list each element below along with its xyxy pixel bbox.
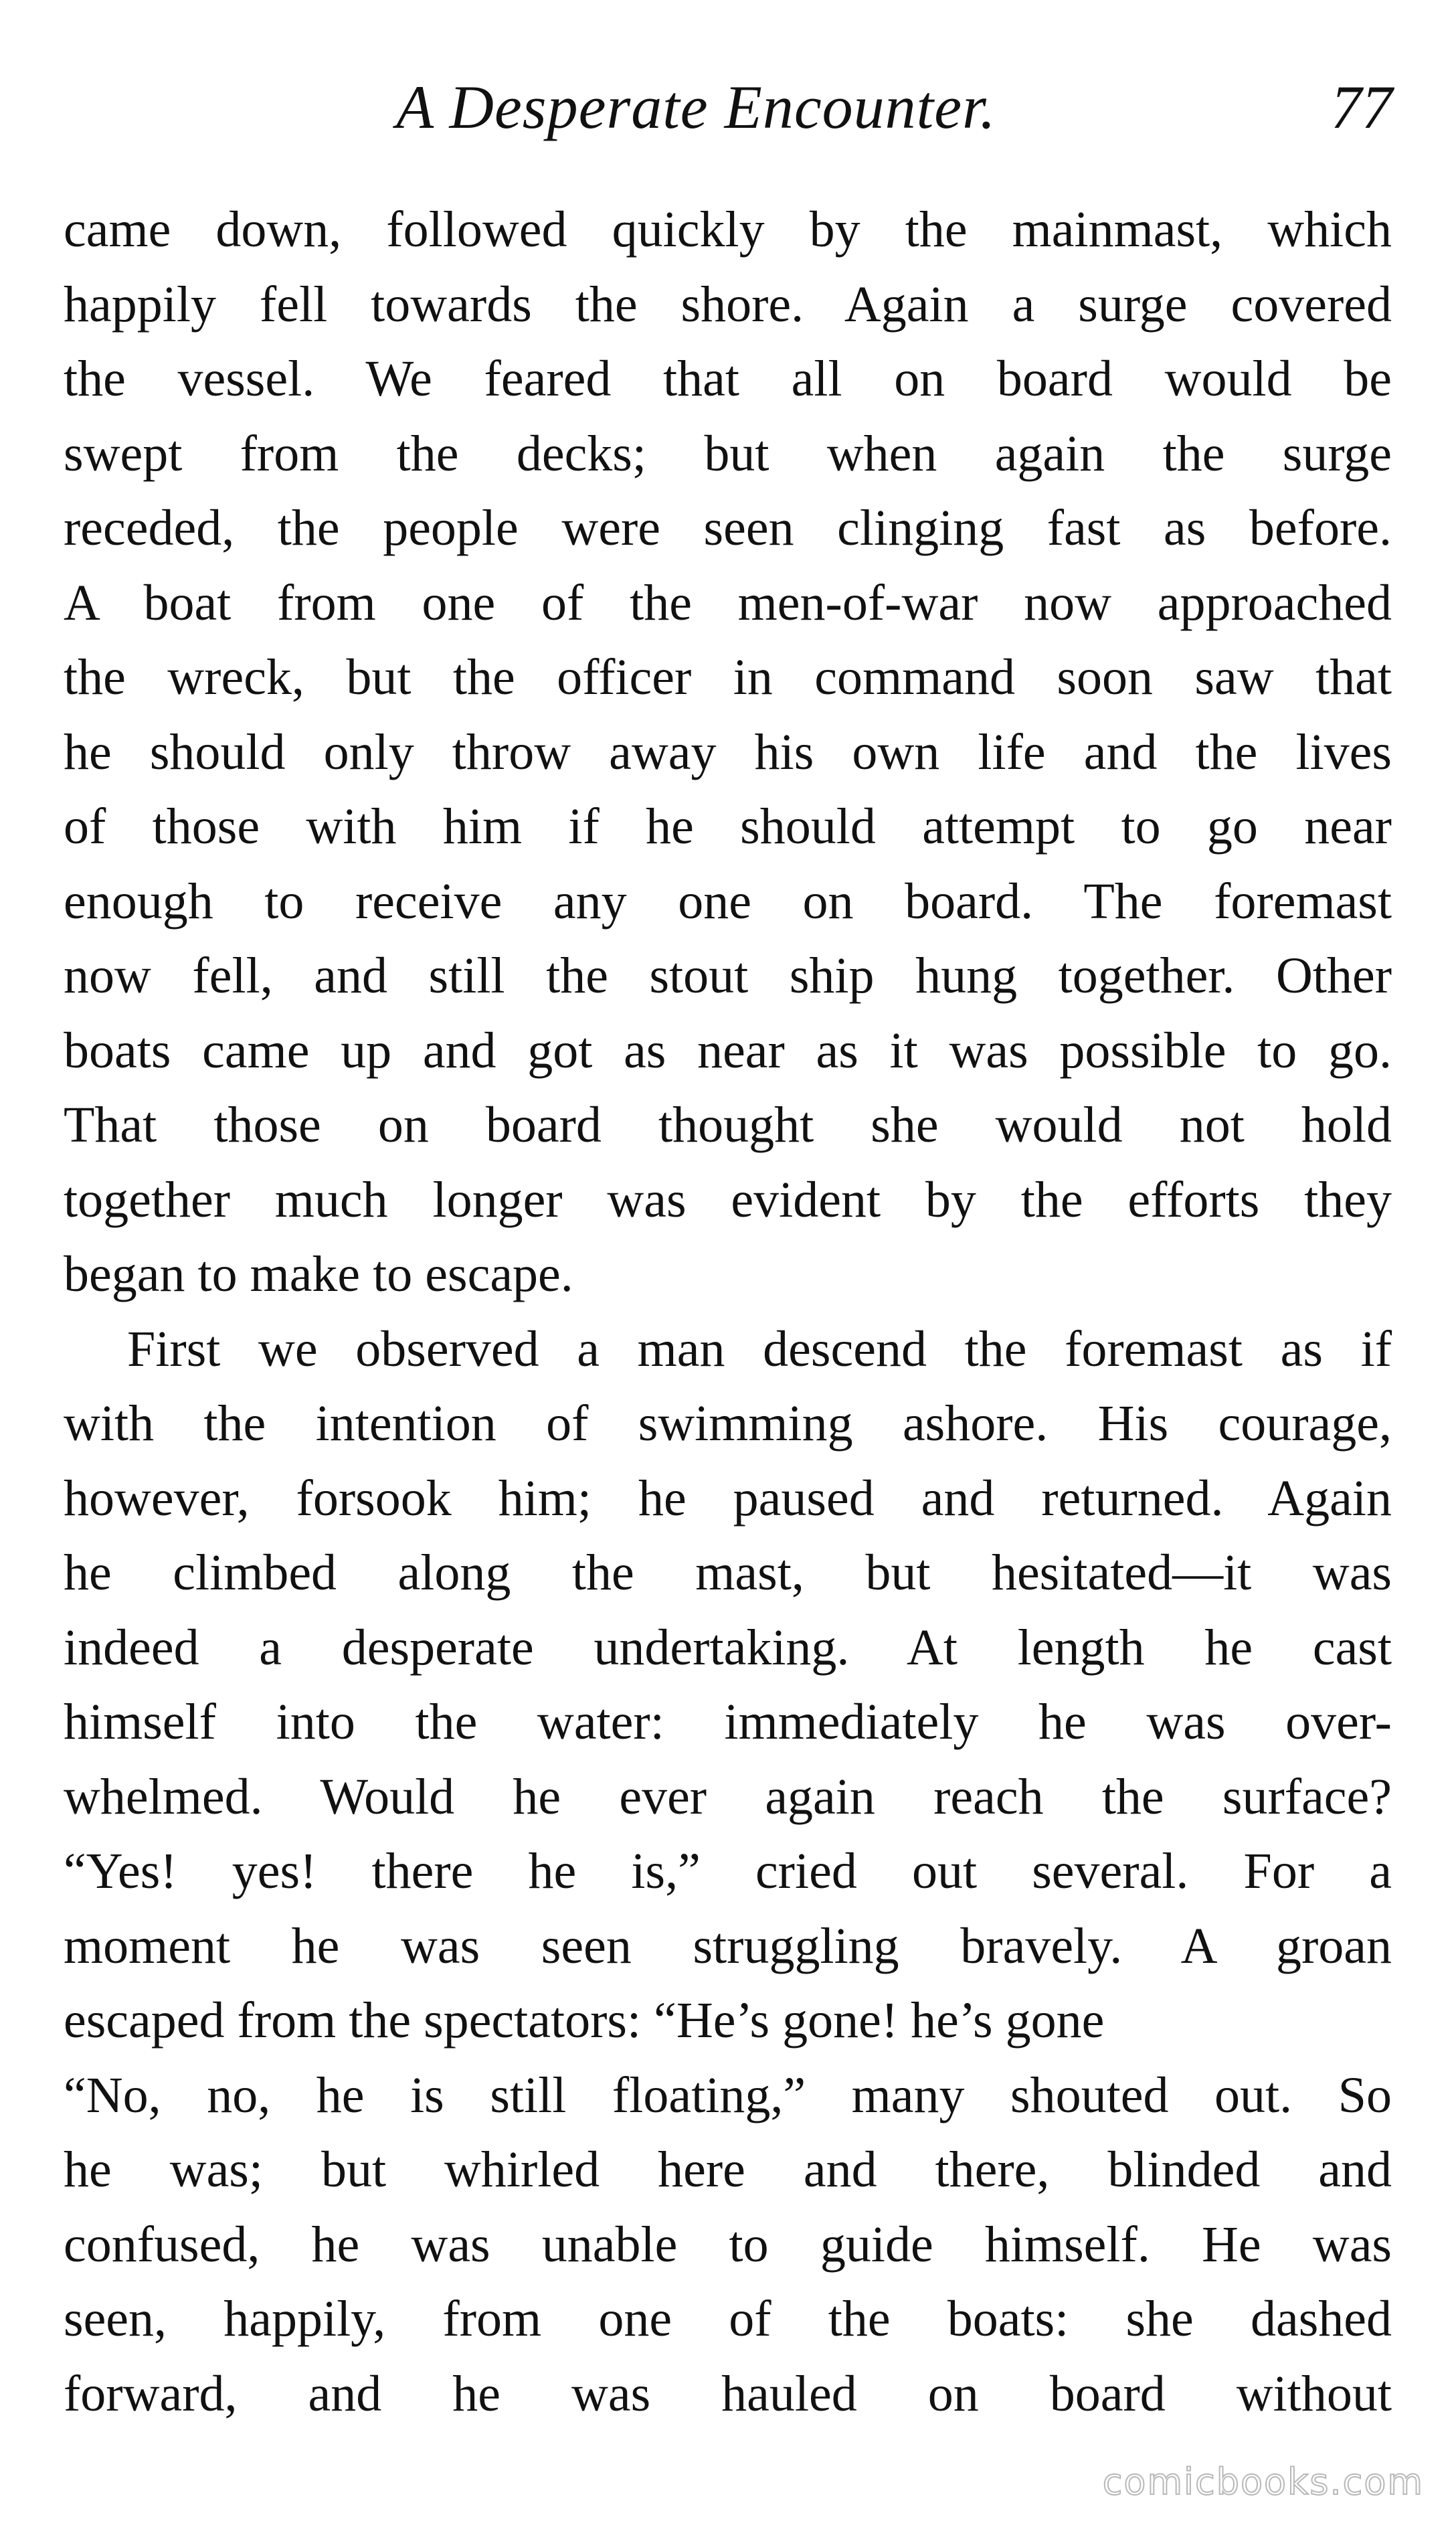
watermark: comicbooks.com <box>1102 2461 1424 2503</box>
text-line: whelmed. Would he ever again reach the surface? <box>64 1768 1392 1825</box>
text-line: receded, the people were seen clinging fast as before. <box>64 500 1392 556</box>
text-line: the vessel. We feared that all on board would be <box>64 351 1392 407</box>
text-line: confused, he was unable to guide himself. He was <box>64 2216 1392 2273</box>
text-line: forward, and he was hauled on board without <box>64 2365 1392 2422</box>
text-line: enough to receive any one on board. The foremast <box>64 873 1392 930</box>
text-line: together much longer was evident by the efforts they <box>64 1171 1392 1228</box>
text-line: “Yes! yes! there he is,” cried out several. For a <box>64 1843 1392 1899</box>
text-line: moment he was seen struggling bravely. A groan <box>64 1917 1392 1974</box>
text-line: boats came up and got as near as it was possible to go. <box>64 1022 1392 1079</box>
page-number: 77 <box>1331 73 1392 141</box>
running-title: A Desperate Encounter. <box>396 73 996 141</box>
text-line: happily fell towards the shore. Again a surge covered <box>64 276 1392 333</box>
paragraph-start-line: First we observed a man descend the foremast as if <box>127 1320 1392 1377</box>
text-line: however, forsook him; he paused and returned. Again <box>64 1470 1392 1527</box>
text-line: the wreck, but the officer in command soon saw that <box>64 649 1392 705</box>
text-line: seen, happily, from one of the boats: she dashed <box>64 2291 1392 2347</box>
text-line: he was; but whirled here and there, blinded and <box>64 2142 1392 2198</box>
text-line: of those with him if he should attempt to go near <box>64 798 1392 855</box>
text-line: now fell, and still the stout ship hung together. Other <box>64 948 1392 1004</box>
text-line: indeed a desperate undertaking. At length he cast <box>64 1619 1392 1676</box>
text-line: escaped from the spectators: “He’s gone! he’s gone <box>64 1992 1105 2049</box>
text-line: he climbed along the mast, but hesitated—it was <box>64 1545 1392 1601</box>
text-line: with the intention of swimming ashore. His courage, <box>64 1395 1392 1452</box>
text-line: “No, no, he is still floating,” many shouted out. So <box>64 2067 1392 2123</box>
text-line: That those on board thought she would not hold <box>64 1097 1392 1153</box>
running-head <box>0 64 1456 151</box>
text-line: came down, followed quickly by the mainmast, which <box>64 201 1392 258</box>
text-line: A boat from one of the men-of-war now approached <box>64 574 1392 631</box>
body-text <box>64 193 1392 2431</box>
text-line: he should only throw away his own life and the lives <box>64 723 1392 780</box>
text-line: swept from the decks; but when again the surge <box>64 425 1392 482</box>
text-line: himself into the water: immediately he was over- <box>64 1694 1392 1750</box>
paragraph-end-line: began to make to escape. <box>64 1246 573 1302</box>
